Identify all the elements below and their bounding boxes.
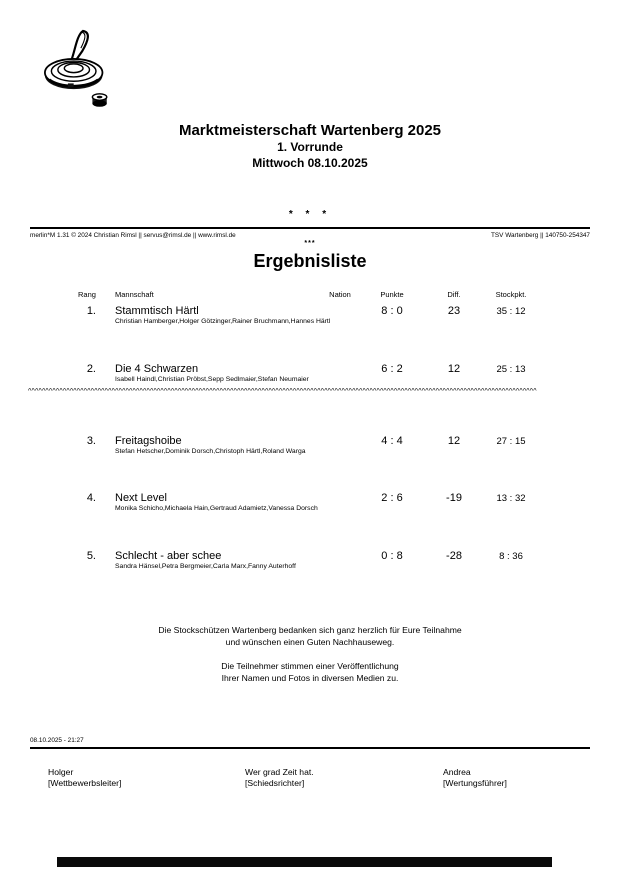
signature-role: [Wettbewerbsleiter] (48, 778, 122, 788)
player-list: Stefan Hetscher,Dominik Dorsch,Christoph Härtl,Roland Warga (115, 448, 306, 455)
player-list: Isabell Haindl,Christian Pröbst,Sepp Sedlmaier,Stefan Neumaier (115, 376, 309, 383)
signature-name: Andrea (443, 767, 471, 777)
closing-notes (0, 624, 620, 684)
eisstock-logo-icon (42, 28, 114, 110)
club-id: TSV Wartenberg || 140750-254347 (490, 232, 590, 239)
signature-row (0, 767, 620, 797)
team-name: Die 4 Schwarzen (115, 363, 199, 375)
player-list: Christian Hamberger,Holger Götzinger,Rainer Bruchmann,Hannes Härtl (115, 318, 331, 325)
player-list: Monika Schicho,Michaela Hain,Gertraud Adamietz,Vanessa Dorsch (115, 505, 318, 512)
page-title: Marktmeisterschaft Wartenberg 2025 (178, 122, 442, 139)
notes-gap (0, 648, 620, 660)
rank-value: 4. (86, 492, 96, 504)
rank-value: 3. (86, 435, 96, 447)
diff-value: 12 (447, 363, 461, 375)
diff-value: 12 (447, 435, 461, 447)
signature-name: Wer grad Zeit hat. (245, 767, 314, 777)
footer-rule (30, 747, 590, 749)
date-subtitle: Mittwoch 08.10.2025 (252, 156, 368, 170)
col-header-stock: Stockpkt. (495, 290, 527, 299)
col-header-points: Punkte (380, 290, 404, 299)
stock-value: 8 : 36 (499, 551, 523, 562)
team-name: Freitagshoibe (115, 435, 182, 447)
signature-wertungsfuehrer (443, 767, 620, 789)
signature-role: [Schiedsrichter] (245, 778, 305, 788)
round-subtitle: 1. Vorrunde (277, 140, 343, 154)
diff-value: -28 (446, 550, 462, 562)
title-block (0, 122, 620, 171)
diff-value: -19 (446, 492, 462, 504)
stars-separator-small: *** (304, 240, 316, 247)
col-header-diff: Diff. (447, 290, 461, 299)
points-value: 2 : 6 (381, 492, 403, 504)
team-name: Stammtisch Härtl (115, 305, 199, 317)
list-title: Ergebnisliste (253, 251, 367, 271)
consent-line-2: Ihrer Namen und Fotos in diversen Medien zu. (221, 673, 399, 683)
rank-value: 2. (86, 363, 96, 375)
stock-value: 25 : 13 (496, 364, 526, 375)
stars-separator-large: * * * (288, 209, 332, 220)
print-timestamp: 08.10.2025 - 21:27 (30, 737, 84, 744)
col-header-nation: Nation (329, 290, 351, 299)
points-value: 8 : 0 (381, 305, 403, 317)
thanks-line-2: und wünschen einen Guten Nachhauseweg. (225, 637, 395, 647)
stock-value: 35 : 12 (496, 306, 526, 317)
signature-wettbewerbsleiter (48, 767, 228, 789)
points-value: 4 : 4 (381, 435, 403, 447)
results-table (0, 285, 620, 645)
rank-value: 5. (86, 550, 96, 562)
player-list: Sandra Hänsel,Petra Bergmeier,Carla Marx,Fanny Auterhoff (115, 563, 296, 570)
meta-line (30, 232, 590, 240)
software-credit: merlin*M 1.31 © 2024 Christian Rimsl || servus@rimsl.de || www.rimsl.de (30, 232, 236, 239)
stock-value: 27 : 15 (496, 436, 526, 447)
team-name: Schlecht - aber schee (115, 550, 222, 562)
rank-value: 1. (86, 305, 96, 317)
signature-name: Holger (48, 767, 74, 777)
qualification-cut-separator: ^^^^^^^^^^^^^^^^^^^^^^^^^^^^^^^^^^^^^^^^^^^^^^^^^^^^^^^^^^^^^^^^^^^^^^^^^^^^^^^^^^^^^^^^^^^^^^^^^^^^^^^^^^^^^^^^^^^^^^^^^^^^^^^^^^^^^^^^^^^^^^^^^^ (28, 388, 537, 395)
team-name: Next Level (115, 492, 167, 504)
signature-schiedsrichter (245, 767, 425, 789)
points-value: 0 : 8 (381, 550, 403, 562)
header-rule (30, 227, 590, 229)
points-value: 6 : 2 (381, 363, 403, 375)
consent-line-1: Die Teilnehmer stimmen einer Veröffentlichung (221, 661, 399, 671)
signature-role: [Wertungsführer] (443, 778, 507, 788)
diff-value: 23 (447, 305, 461, 317)
page-bottom-bar (57, 857, 552, 867)
col-header-rank: Rang (78, 290, 96, 299)
col-header-team: Mannschaft (115, 290, 154, 299)
stock-value: 13 : 32 (496, 493, 526, 504)
thanks-line-1: Die Stockschützen Wartenberg bedanken sich ganz herzlich für Eure Teilnahme (158, 625, 462, 635)
